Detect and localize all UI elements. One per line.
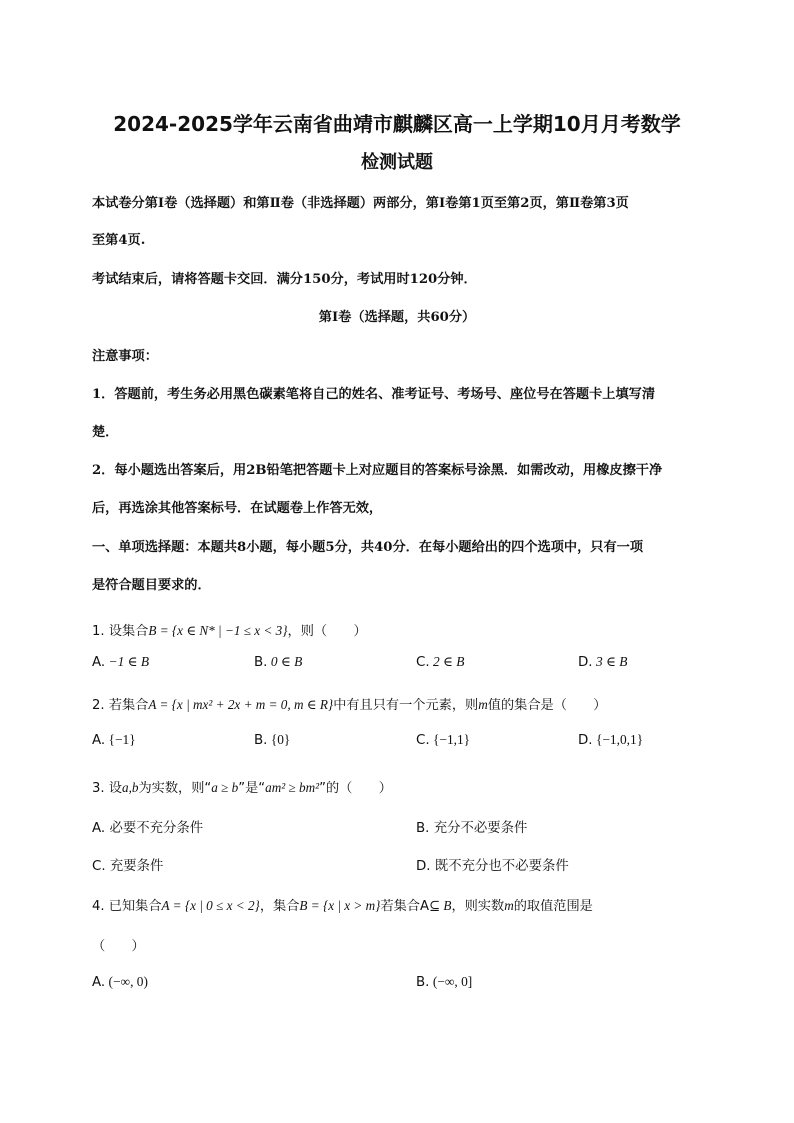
- q2-option-c: C. {−1,1}: [416, 732, 471, 748]
- q1-option-a: A. −1 ∈ B: [92, 654, 150, 670]
- exam-title: 2024-2025学年云南省曲靖市麒麟区高一上学期10月月考数学: [113, 112, 681, 136]
- part-one-heading: 第Ⅰ卷（选择题，共60分）: [318, 310, 476, 325]
- notes-title: 注意事项：: [92, 349, 158, 364]
- q1-option-d: D. 3 ∈ B: [578, 654, 628, 670]
- intro-paragraph-1a: 本试卷分第Ⅰ卷（选择题）和第Ⅱ卷（非选择题）两部分，第Ⅰ卷第1页至第2页，第Ⅱ卷第3页: [92, 196, 629, 211]
- note-1a: 1．答题前，考生务必用黑色碳素笔将自己的姓名、准考证号、考场号、座位号在答题卡上填写清: [92, 387, 656, 402]
- question-3-stem: 3. 设a,b为实数，则“a ≥ b”是“am² ≥ bm²”的（ ）: [92, 780, 392, 796]
- intro-paragraph-1b: 至第4页.: [92, 233, 146, 248]
- note-2b: 后，再选涂其他答案标号．在试题卷上作答无效，: [92, 501, 383, 516]
- question-1-math: B = {x ∈ N* | −1 ≤ x < 3}: [148, 623, 288, 638]
- q3-option-a: A. 必要不充分条件: [92, 821, 204, 836]
- note-2a: 2．每小题选出答案后，用2B铅笔把答题卡上对应题目的答案标号涂黑．如需改动，用橡皮擦干净: [92, 463, 663, 478]
- note-1b: 楚．: [92, 425, 119, 440]
- q2-option-a: A. {−1}: [92, 732, 136, 748]
- exam-subtitle: 检测试题: [361, 152, 433, 173]
- q2-option-b: B. {0}: [254, 732, 291, 748]
- q4-option-b: B. (−∞, 0]: [416, 974, 473, 990]
- question-4-stem-cont: （ ）: [92, 939, 145, 954]
- q1-option-b: B. 0 ∈ B: [254, 654, 303, 670]
- q3-option-c: C. 充要条件: [92, 859, 164, 874]
- q1-option-c: C. 2 ∈ B: [416, 654, 465, 670]
- q3-option-d: D. 既不充分也不必要条件: [416, 859, 569, 874]
- q2-option-d: D. {−1,0,1}: [578, 732, 644, 748]
- section-one-heading-a: 一、单项选择题：本题共8小题，每小题5分，共40分．在每小题给出的四个选项中，只有一项: [92, 540, 644, 555]
- section-one-heading-b: 是符合题目要求的．: [92, 578, 211, 593]
- question-2-math: A = {x | mx² + 2x + m = 0, m ∈ R}: [148, 697, 334, 712]
- question-2-stem: 2. 若集合A = {x | mx² + 2x + m = 0, m ∈ R}中有且只有一个元素，则m值的集合是（ ）: [92, 697, 607, 713]
- question-4-stem: 4. 已知集合A = {x | 0 ≤ x < 2}，集合B = {x | x > m}若集合A⊆ B，则实数m的取值范围是: [92, 898, 593, 914]
- question-1-stem: 1. 设集合B = {x ∈ N* | −1 ≤ x < 3}，则（ ）: [92, 623, 367, 639]
- q4-option-a: A. (−∞, 0): [92, 974, 148, 990]
- intro-paragraph-2: 考试结束后，请将答题卡交回．满分150分，考试用时120分钟．: [92, 272, 477, 287]
- q3-option-b: B. 充分不必要条件: [416, 821, 528, 836]
